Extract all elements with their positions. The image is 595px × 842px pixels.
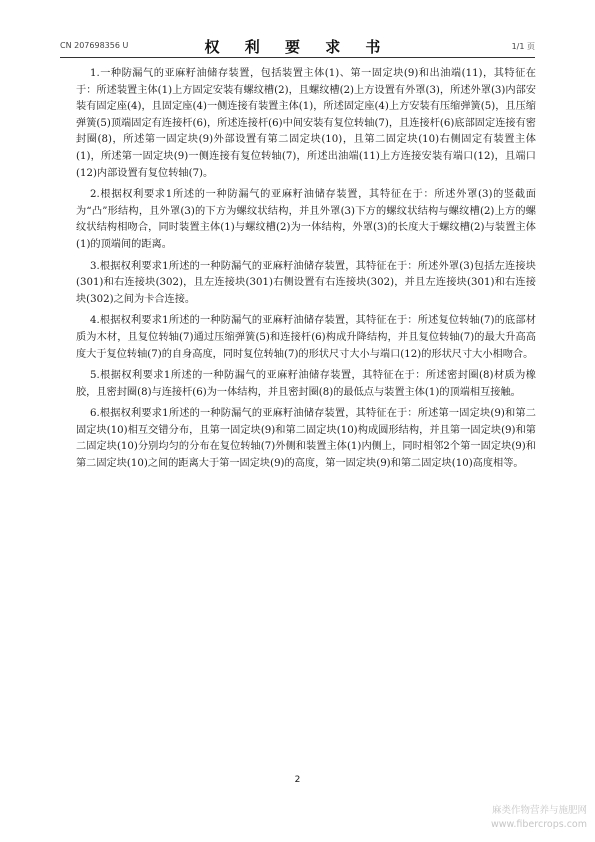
claim-4: 4.根据权利要求1所述的一种防漏气的亚麻籽油储存装置，其特征在于：所述复位转轴(7)的底部材质为木材，且复位转轴(7)通过压缩弹簧(5)和连接杆(6)构成升降结构，并且复位转轴(7)的最大升高高度大于复位转轴(7)的自身高度，同时复位转轴(7)的形状尺寸大小与端口(12)的形状尺寸大小相吻合。 — [76, 315, 536, 360]
page-header — [60, 36, 535, 56]
page-indicator: 1/1 页 — [511, 42, 535, 51]
claims-body — [76, 66, 536, 478]
watermark-line-2: www.fibercrops.com — [490, 819, 587, 830]
watermark — [491, 804, 587, 832]
claim-5: 5.根据权利要求1所述的一种防漏气的亚麻籽油储存装置，其特征在于：所述密封圈(8)材质为橡胶，且密封圈(8)与连接杆(6)为一体结构，并且密封圈(8)的最低点与装置主体(1)的顶端相互接触。 — [76, 370, 536, 398]
watermark-line-1: 麻类作物营养与施肥网 — [491, 805, 587, 816]
page-number: 2 — [294, 775, 301, 785]
header-rule — [60, 57, 535, 58]
document-title: 权 利 要 求 书 — [204, 38, 391, 56]
claim-6: 6.根据权利要求1所述的一种防漏气的亚麻籽油储存装置，其特征在于：所述第一固定块(9)和第二固定块(10)相互交错分布，且第一固定块(9)和第二固定块(10)构成圆形结构，并且第一固定块(9)和第二固定块(10)分别均匀的分布在复位转轴(7)外侧和装置主体(1)内侧上，同时相邻2个第一固定块(9)和第二固定块(10)之间的距离大于第一固定块(9)的高度，第一固定块(9)和第二固定块(10)高度相等。 — [76, 408, 536, 470]
publication-number: CN 207698356 U — [60, 41, 129, 50]
claim-3: 3.根据权利要求1所述的一种防漏气的亚麻籽油储存装置，其特征在于：所述外罩(3)包括左连接块(301)和右连接块(302)，且左连接块(301)右侧设置有右连接块(302)，并且左连接块(301)和右连接块(302)之间为卡合连接。 — [76, 260, 536, 305]
claim-2: 2.根据权利要求1所述的一种防漏气的亚麻籽油储存装置，其特征在于：所述外罩(3)的竖截面为“凸”形结构，且外罩(3)的下方为螺纹状结构，并且外罩(3)下方的螺纹状结构与螺纹槽(2)上方的螺纹状结构相吻合，同时装置主体(1)与螺纹槽(2)为一体结构，外罩(3)的长度大于螺纹槽(2)与装置主体(1)的顶端间的距离。 — [76, 189, 536, 250]
claim-1: 1.一种防漏气的亚麻籽油储存装置，包括装置主体(1)、第一固定块(9)和出油端(11)，其特征在于：所述装置主体(1)上方固定安装有螺纹槽(2)，且螺纹槽(2)上方设置有外罩(3)，所述外罩(3)内部安装有固定座(4)，且固定座(4)一侧连接有装置主体(1)，所述固定座(4)上方安装有压缩弹簧(5)，且压缩弹簧(5)顶端固定有连接杆(6)，所述连接杆(6)中间安装有复位转轴(7)，且连接杆(6)底部固定连接有密封圈(8)，所述第一固定块(9)外部设置有第二固定块(10)，且第二固定块(10)右侧固定有装置主体(1)，所述第一固定块(9)一侧连接有复位转轴(7)，所述出油端(11)上方连接安装有端口(12)，且端口(12)内部设置有复位转轴(7)。 — [76, 68, 536, 179]
